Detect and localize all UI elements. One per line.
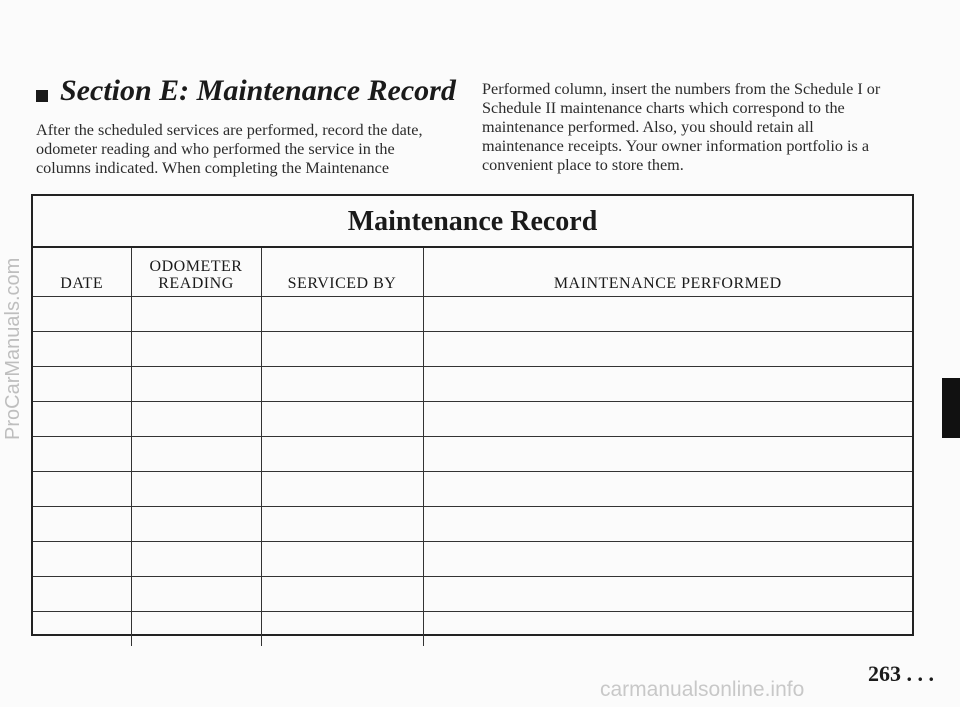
table-cell	[423, 577, 912, 612]
table-cell	[261, 402, 423, 437]
table-cell	[131, 332, 261, 367]
header-odometer-line1: ODOMETER	[149, 258, 243, 275]
table-cell	[423, 542, 912, 577]
table-cell	[131, 297, 261, 332]
intro-right-line: maintenance receipts. Your owner information portfolio is a	[482, 137, 870, 155]
table-cell	[33, 577, 131, 612]
table-cell	[261, 332, 423, 367]
table-cell	[33, 542, 131, 577]
table-cell	[423, 367, 912, 402]
table-cell	[33, 332, 131, 367]
table-cell	[131, 472, 261, 507]
table-cell	[261, 507, 423, 542]
table-cell	[33, 297, 131, 332]
header-serviced-by: SERVICED BY	[261, 247, 423, 297]
table-header-row	[33, 247, 912, 297]
intro-text-left	[36, 121, 436, 178]
intro-text-right	[482, 80, 912, 175]
watermark-side: ProCarManuals.com	[2, 257, 24, 440]
table-cell	[423, 437, 912, 472]
page-number: 263 . . .	[868, 661, 934, 686]
table-row	[33, 297, 912, 332]
intro-left-line: After the scheduled services are performed, record the date,	[36, 121, 423, 139]
table-cell	[261, 542, 423, 577]
table-row	[33, 577, 912, 612]
table-cell	[423, 332, 912, 367]
header-odometer-reading	[131, 247, 261, 297]
table-cell	[33, 507, 131, 542]
table-cell	[131, 437, 261, 472]
section-bullet	[36, 90, 48, 102]
table-cell	[423, 612, 912, 647]
table-cell	[33, 367, 131, 402]
table-row	[33, 332, 912, 367]
record-title: Maintenance Record	[347, 206, 598, 237]
table-cell	[33, 612, 131, 647]
table-cell	[261, 472, 423, 507]
table-cell	[423, 297, 912, 332]
table-cell	[33, 472, 131, 507]
header-maintenance-performed: MAINTENANCE PERFORMED	[423, 247, 912, 297]
intro-right-line: Performed column, insert the numbers from the Schedule I or	[482, 80, 881, 98]
watermark-bottom: carmanualsonline.info	[600, 678, 805, 701]
section-tab-marker	[942, 378, 960, 438]
header-date: DATE	[33, 247, 131, 297]
table-cell	[131, 542, 261, 577]
table-cell	[131, 507, 261, 542]
table-row	[33, 437, 912, 472]
table-cell	[423, 507, 912, 542]
intro-right-line: Schedule II maintenance charts which correspond to the	[482, 99, 845, 117]
table-cell	[131, 367, 261, 402]
section-title: Section E: Maintenance Record	[60, 74, 456, 107]
table-row	[33, 542, 912, 577]
table-cell	[423, 402, 912, 437]
intro-right-line: maintenance performed. Also, you should retain all	[482, 118, 814, 136]
intro-right-line: convenient place to store them.	[482, 156, 684, 174]
table-row	[33, 402, 912, 437]
table-row	[33, 507, 912, 542]
table-cell	[261, 437, 423, 472]
table-row	[33, 472, 912, 507]
table-cell	[131, 577, 261, 612]
table-row	[33, 367, 912, 402]
table-cell	[261, 297, 423, 332]
table-cell	[131, 612, 261, 647]
table-cell	[423, 472, 912, 507]
intro-left-line: odometer reading and who performed the service in the	[36, 140, 395, 158]
table-cell	[261, 577, 423, 612]
table-cell	[131, 402, 261, 437]
table-cell	[33, 437, 131, 472]
header-odometer-line2: READING	[158, 275, 234, 292]
maintenance-record-form	[31, 194, 914, 636]
table-cell	[261, 367, 423, 402]
record-body	[33, 297, 912, 647]
table-cell	[33, 402, 131, 437]
table-row	[33, 612, 912, 647]
intro-left-line: columns indicated. When completing the Maintenance	[36, 159, 390, 177]
maintenance-record-table	[33, 246, 912, 646]
table-cell	[261, 612, 423, 647]
